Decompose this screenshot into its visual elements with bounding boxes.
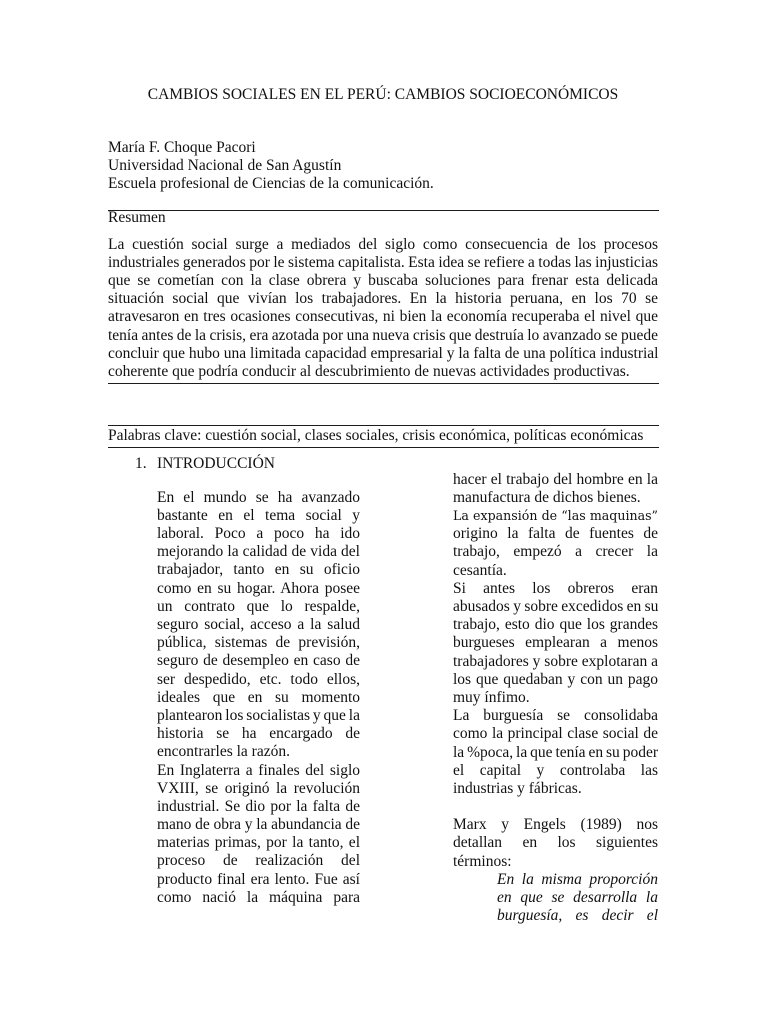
body-line: producto final era lento. Fue así: [157, 870, 360, 888]
body-line: como en su hogar. Ahora posee: [157, 579, 360, 597]
body-line: plantearon los socialistas y que la: [157, 706, 360, 724]
quote-line: En la misma proporción: [497, 870, 658, 888]
author-name: María F. Choque Pacori: [108, 138, 256, 156]
author-university: Universidad Nacional de San Agustín: [108, 156, 342, 174]
abstract-line: La cuestión social surge a mediados del siglo como consecuencia de los procesos: [108, 235, 658, 253]
body-line: Marx y Engels (1989) nos: [453, 816, 658, 834]
paragraph: [453, 471, 658, 507]
body-line: materias primas, por la tanto, el: [157, 834, 360, 852]
body-line: detallan en los siguientes: [453, 834, 658, 852]
abstract-line: atravesaron en tres ocasiones consecutivas, ni bien la economía recuperaba el nivel que: [108, 308, 658, 326]
body-line: En Inglaterra a finales del siglo: [157, 761, 360, 779]
quote-line: en que se desarrolla la: [497, 889, 658, 906]
abstract-top-rule: [108, 210, 659, 211]
body-line: seguro social, acceso a la salud: [157, 616, 360, 633]
paragraph: [453, 507, 658, 580]
body-line: Si antes los obreros eran: [453, 579, 658, 597]
paragraph-gap: [453, 798, 658, 816]
body-line: mano de obra y la abundancia de: [157, 816, 360, 834]
body-line: cesantía.: [453, 561, 507, 579]
block-quote: [453, 871, 658, 926]
author-school: Escuela profesional de Ciencias de la comunicación.: [108, 175, 434, 193]
author-block: [108, 139, 658, 194]
body-line: trabajador, tanto en su oficio: [157, 561, 360, 579]
body-line: la %poca, la que tenía en su poder: [453, 743, 658, 761]
body-line: La burguesía se consolidaba: [453, 707, 658, 725]
body-line: seguro de desempleo en caso de: [157, 652, 360, 670]
paragraph: [157, 489, 360, 762]
abstract-line: industriales generados por le sistema capitalista. Esta idea se refiere a todas las injusticias: [108, 253, 658, 271]
body-line: pública, sistemas de previsión,: [157, 634, 360, 652]
abstract-line: concluir que hubo una limitada capacidad empresarial y la falta de una política industrial: [108, 344, 659, 362]
abstract-line: coherente que podría conducir al descubrimiento de nuevas actividades productivas.: [108, 363, 630, 380]
body-line: el capital y controlaba las: [453, 761, 658, 779]
body-line: industrias y fábricas.: [453, 779, 582, 797]
body-line: burgueses emplearan a menos: [453, 634, 658, 652]
body-line: mejorando la calidad de vida del: [157, 543, 360, 561]
abstract-bottom-rule: [108, 383, 659, 384]
abstract-line: que se cometían con la clase obrera y buscaba soluciones para frenar esta delicada: [108, 272, 658, 290]
paragraph: [157, 762, 360, 908]
body-line: muy ínfimo.: [453, 688, 530, 706]
body-line: abusados y sobre excedidos en su: [453, 598, 659, 615]
body-line: bastante en el tema social y: [157, 506, 360, 524]
body-line: encontrarles la razón.: [157, 743, 290, 761]
body-line: proceso de realización del: [157, 852, 360, 870]
body-line: ser despedido, etc. todo ellos,: [157, 670, 360, 688]
abstract-body: [108, 236, 658, 382]
abstract-heading: Resumen: [108, 208, 166, 226]
body-line: industrial. Se dio por la falta de: [157, 797, 360, 815]
quote-line: burguesía, es decir el: [497, 907, 658, 925]
body-line: origino la falta de fuentes de: [453, 525, 658, 543]
body-line: como nació la máquina para: [157, 888, 360, 906]
keywords-bottom-rule: [108, 447, 659, 448]
body-line: trabajadores y sobre explotaran a: [453, 652, 658, 670]
body-line: trabajo, esto dio que los grandes: [453, 616, 658, 634]
body-line: hacer el trabajo del hombre en la: [453, 470, 658, 488]
body-line: La expansión de “las maquinas”: [453, 508, 658, 524]
right-column: [453, 471, 658, 926]
abstract-line: tenía antes de la crisis, era azotada por una nueva crisis que destruía lo avanzado se puede: [108, 326, 658, 344]
body-line: términos:: [453, 852, 512, 870]
body-line: los que quedaban y con un pago: [453, 670, 658, 688]
body-line: historia se ha encargado de: [157, 725, 360, 743]
abstract-line: situación social que vivían los trabajadores. En la historia peruana, en los 70 se: [108, 290, 658, 308]
paragraph: [453, 707, 658, 798]
body-line: laboral. Poco a poco ha ido: [157, 525, 360, 543]
body-line: un contrato que lo respalde,: [157, 597, 360, 615]
paragraph: [453, 816, 658, 871]
body-line: En el mundo se ha avanzado: [157, 488, 360, 506]
body-line: manufactura de dichos bienes.: [453, 488, 641, 506]
paper-title: CAMBIOS SOCIALES EN EL PERÚ: CAMBIOS SOCIOECONÓMICOS: [147, 85, 619, 103]
section-number: 1.: [135, 454, 147, 472]
body-line: ideales que en su momento: [157, 688, 360, 706]
body-line: como la principal clase social de: [453, 725, 658, 743]
left-column: [157, 489, 360, 907]
keywords-line: Palabras clave: cuestión social, clases sociales, crisis económica, políticas económicas: [108, 426, 644, 444]
section-title: INTRODUCCIÓN: [157, 454, 275, 472]
body-line: trabajo, empezó a crecer la: [453, 543, 658, 561]
body-line: VXIII, se originó la revolución: [157, 779, 360, 797]
paragraph: [453, 580, 658, 707]
